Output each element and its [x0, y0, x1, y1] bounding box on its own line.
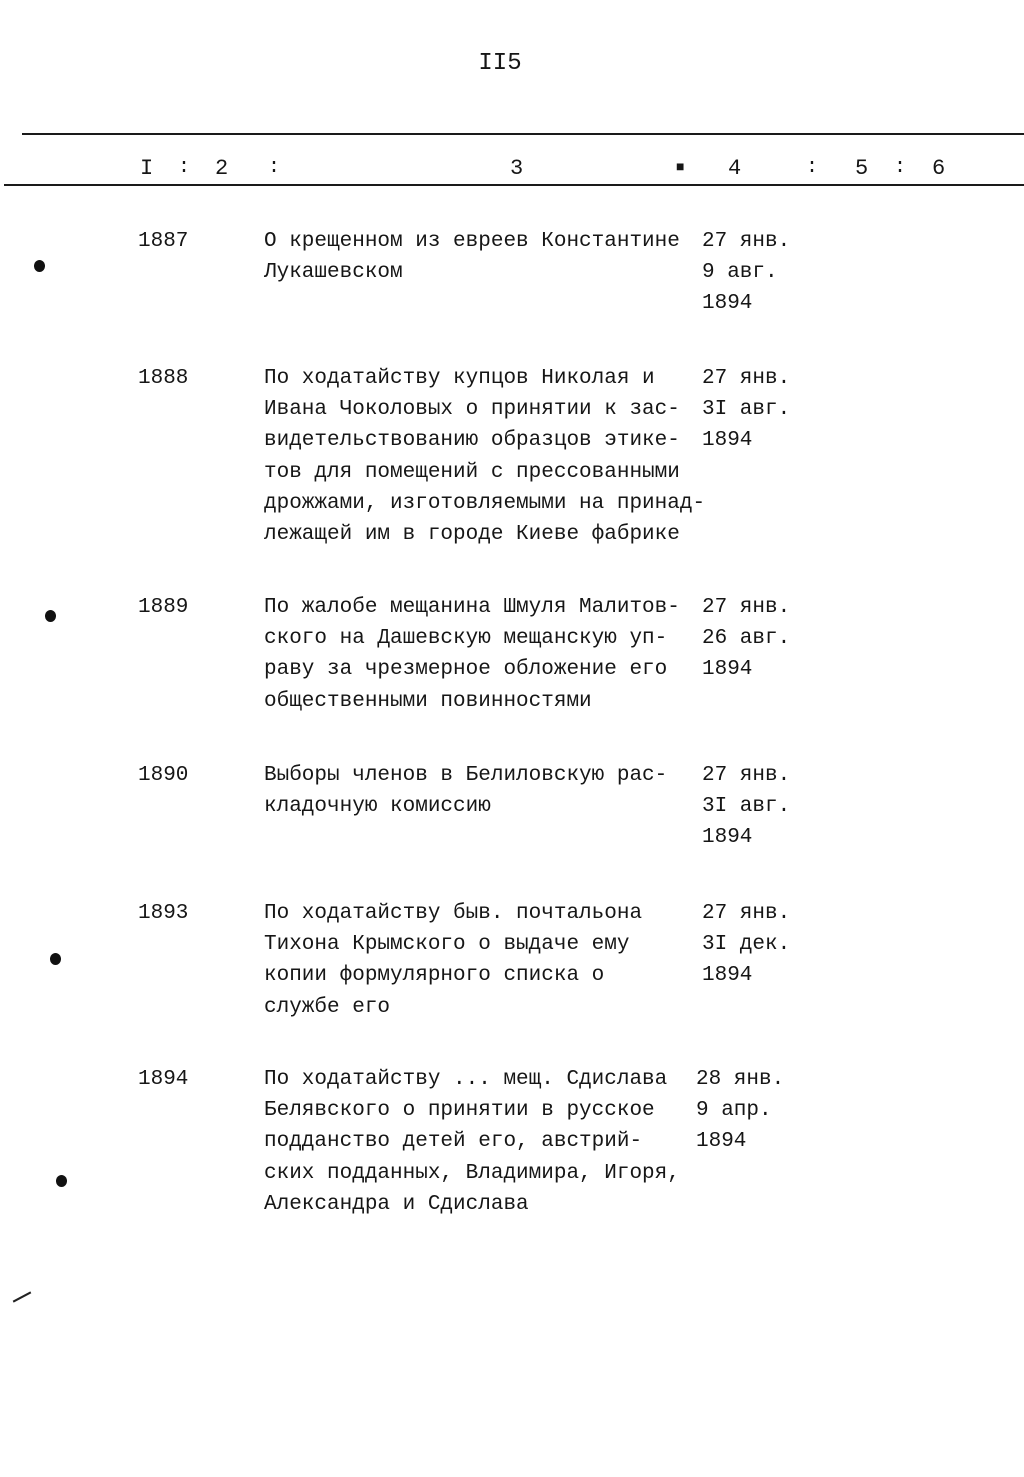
- description-line: ских подданных, Владимира, Игоря,: [264, 1161, 680, 1185]
- binding-hole-mark: [34, 260, 45, 272]
- date-end: 26 авг.: [702, 627, 791, 650]
- entry-number: 1894: [138, 1068, 189, 1091]
- description-line: дрожжами, изготовляемыми на принад-: [264, 491, 706, 515]
- entry-description: [264, 363, 704, 550]
- entry-number: 1889: [138, 596, 189, 619]
- description-line: подданство детей его, австрий-: [264, 1130, 643, 1154]
- date-end: 3I авг.: [702, 795, 791, 818]
- entry-dates: [702, 592, 790, 685]
- entry-description: [264, 760, 704, 822]
- entry-dates: [702, 363, 790, 456]
- column-header-2: 2: [215, 156, 229, 181]
- entry-description: [264, 898, 704, 1023]
- date-end: 9 апр.: [696, 1099, 772, 1122]
- header-mark-glyph: ■: [676, 160, 685, 176]
- description-line: раву за чрезмерное обложение его: [264, 658, 668, 682]
- description-line: кладочную комиссию: [264, 795, 491, 819]
- column-header-6: 6: [932, 156, 946, 181]
- date-year: 1894: [702, 658, 753, 681]
- description-line: ского на Дашевскую мещанскую уп-: [264, 627, 668, 651]
- description-line: О крещенном из евреев Константине: [264, 230, 680, 253]
- column-header-3: 3: [510, 156, 524, 181]
- description-line: общественными повинностями: [264, 689, 592, 713]
- binding-hole-mark: [56, 1175, 67, 1187]
- date-end: 9 авг.: [702, 261, 778, 284]
- header-top-rule: [22, 133, 1024, 135]
- date-year: 1894: [696, 1130, 747, 1153]
- date-start: 27 янв.: [702, 596, 791, 619]
- description-line: Лукашевском: [264, 261, 403, 285]
- date-year: 1894: [702, 964, 753, 987]
- binding-hole-mark: [45, 610, 56, 622]
- entry-dates: [696, 1064, 784, 1157]
- description-line: Выборы членов в Белиловскую рас-: [264, 764, 668, 787]
- description-line: Белявского о принятии в русское: [264, 1099, 655, 1123]
- entry-dates: [702, 760, 790, 853]
- date-start: 27 янв.: [702, 902, 791, 925]
- column-separator: :: [894, 156, 907, 179]
- column-separator: :: [178, 156, 191, 179]
- date-year: 1894: [702, 292, 753, 315]
- header-bottom-rule: [4, 184, 1024, 186]
- column-header-5: 5: [855, 156, 869, 181]
- description-line: службе его: [264, 995, 391, 1019]
- description-line: тов для помещений с прессованными: [264, 460, 680, 484]
- description-line: Александра и Сдислава: [264, 1192, 529, 1216]
- entry-description: [264, 226, 704, 288]
- date-start: 28 янв.: [696, 1068, 785, 1091]
- entry-number: 1887: [138, 230, 189, 253]
- entry-description: [264, 592, 704, 717]
- binding-hole-mark: [50, 953, 61, 965]
- description-line: видетельствованию образцов этике-: [264, 429, 680, 453]
- entry-dates: [702, 898, 790, 991]
- column-separator: :: [268, 156, 281, 179]
- date-start: 27 янв.: [702, 367, 791, 390]
- date-year: 1894: [702, 429, 753, 452]
- description-line: По ходатайству купцов Николая и: [264, 367, 655, 390]
- column-separator: :: [806, 156, 819, 179]
- entry-number: 1888: [138, 367, 189, 390]
- column-header-4: 4: [728, 156, 742, 181]
- date-start: 27 янв.: [702, 230, 791, 253]
- column-header-1: I: [140, 156, 154, 181]
- entry-number: 1890: [138, 764, 189, 787]
- description-line: По ходатайству быв. почтальона: [264, 902, 643, 925]
- description-line: копии формулярного списка о: [264, 964, 605, 988]
- entry-description: [264, 1064, 704, 1220]
- date-start: 27 янв.: [702, 764, 791, 787]
- date-year: 1894: [702, 826, 753, 849]
- description-line: По ходатайству ... мещ. Сдислава: [264, 1068, 668, 1091]
- margin-pen-mark: [13, 1291, 32, 1302]
- description-line: По жалобе мещанина Шмуля Малитов-: [264, 596, 680, 619]
- entry-number: 1893: [138, 902, 189, 925]
- entry-dates: [702, 226, 790, 319]
- date-end: 3I авг.: [702, 398, 791, 421]
- description-line: лежащей им в городе Киеве фабрике: [264, 523, 680, 547]
- date-end: 3I дек.: [702, 933, 791, 956]
- description-line: Тихона Крымского о выдаче ему: [264, 933, 630, 957]
- description-line: Ивана Чоколовых о принятии к зас-: [264, 398, 680, 422]
- page-number: II5: [478, 50, 522, 77]
